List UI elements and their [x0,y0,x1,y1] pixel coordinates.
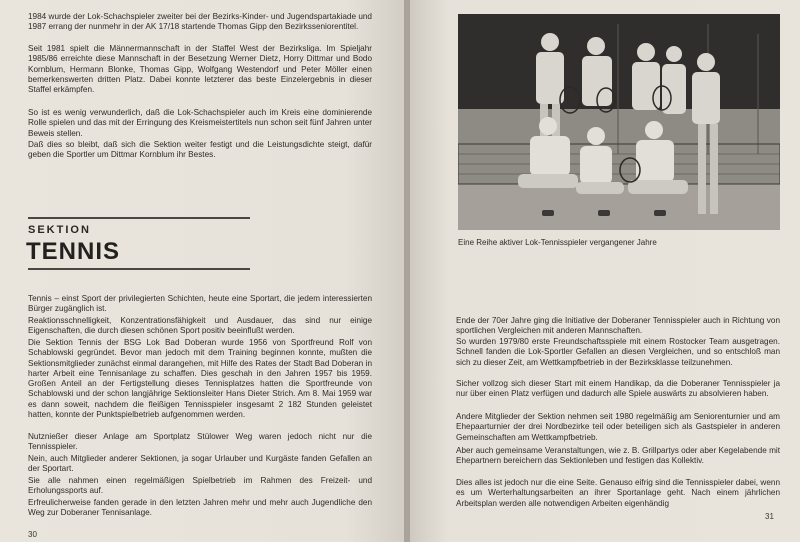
tennis-team-photo-drawing [458,14,780,230]
right-paragraph-5: Aber auch gemeinsame Veranstaltungen, wie z. B. Grillpartys oder aber Kegelabende mit Ehepartnern bereichern das Sektionleben und festigen das Kollektiv. [456,446,780,466]
intro-paragraph-1: 1984 wurde der Lok-Schachspieler zweiter bei der Bezirks-Kinder- und Jugendspartakiade und 1987 errang der nunmehr in der AK 17/18 startende Thomas Gipp den Bezirksseniorentitel. [28,12,372,32]
right-paragraph-6: Dies alles ist jedoch nur die eine Seite. Genauso eifrig sind die Tennisspieler dabei, wenn es um Werterhaltungsarbeiten an ihrer Sportanlage geht. Nach einem jährlichen Arbeitsplan werden alle notwendigen Arbeiten eigenhändig [456,478,780,508]
intro-paragraph-3: So ist es wenig verwunderlich, daß die Lok-Schachspieler auch im Kreis eine dominierende Rolle spielen und das mit der Erringung des Kreismeistertitels nun schon seit fünf Jahren unter Beweis stellen. [28,108,372,138]
section-title: TENNIS [26,238,121,265]
right-paragraph-3: Sicher vollzog sich dieser Start mit einem Handikap, da die Doberaner Tennisspieler ja nur über einen Platz verfügen und dadurch alle Spiele auswärts zu absolvieren haben. [456,379,780,399]
section-rule-bottom [28,268,250,270]
page-number-right: 31 [765,512,774,521]
body-paragraph-2: Reaktionsschnelligkeit, Konzentrationsfähigkeit und Ausdauer, das sind nur einige Eigenschaften, die durch diesen schönen Sport positiv beeinflußt werden. [28,316,372,336]
intro-paragraph-4: Daß dies so bleibt, daß sich die Sektion weiter festigt und die Leistungsdichte steigt, dafür geben die Sportler um Dittmar Kornblum ihr Bestes. [28,140,372,160]
body-paragraph-6: Sie alle nahmen einen regelmäßigen Spielbetrieb im Rahmen des Freizeit- und Erholungssports auf. [28,476,372,496]
body-paragraph-4: Nutznießer dieser Anlage am Sportplatz Stülower Weg waren jedoch nicht nur die Tennisspieler. [28,432,372,452]
page-number-left: 30 [28,530,37,539]
body-paragraph-7: Erfreulicherweise fanden gerade in den letzten Jahren mehr und mehr auch Jugendliche den Weg zur Doberaner Tennisanlage. [28,498,372,518]
right-page [410,0,800,542]
intro-paragraph-2: Seit 1981 spielt die Männermannschaft in der Staffel West der Bezirksliga. Im Spieljahr 1985/86 erreichte diese Mannschaft in der Besetzung Werner Dietz, Horry Dittmar und Bodo Kornblum, Hermann Blonke, Thomas Gipp, Wolfgang Westendorf und Peter Möller einen bemerkenswerten dritten Platz. Dabei konnte letzterer das beste Einzelergebnis in dieser Staffel erkämpfen. [28,44,372,95]
photo-caption: Eine Reihe aktiver Lok-Tennisspieler vergangener Jahre [458,238,657,247]
section-label: SEKTION [28,224,91,236]
body-paragraph-1: Tennis – einst Sport der privilegierten Schichten, heute eine Sportart, die jedem interessierten Bürger zugänglich ist. [28,294,372,314]
body-paragraph-5: Nein, auch Mitglieder anderer Sektionen, ja sogar Urlauber und Kurgäste fanden Gefallen an der Sportart. [28,454,372,474]
section-rule-top [28,217,250,219]
tennis-team-photo [458,14,780,230]
right-paragraph-1: Ende der 70er Jahre ging die Initiative der Doberaner Tennisspieler auch in Richtung von sportlichen Vergleichen mit anderen Mannschaften. [456,316,780,336]
right-paragraph-4: Andere Mitglieder der Sektion nehmen seit 1980 regelmäßig am Seniorenturnier und am Ehepaarturnier der drei Nordbezirke teil oder beteiligen sich als Gastspieler in anderen Gemeinschaften am Wettkampfbetrieb. [456,412,780,442]
body-paragraph-3: Die Sektion Tennis der BSG Lok Bad Doberan wurde 1956 von Sportfreund Rolf von Schablowski gegründet. Bevor man jedoch mit dem Training beginnen konnte, mußten die Sektionsmitglieder zunächst einmal darangehen, mit Hilfe des Rates der Stadt Bad Doberan in harter Arbeit eine Tennisanlage zu schaffen. Dies geschah in den Jahren 1957 bis 1959. Großen Anteil an der Fertigstellung dieses Tennisplatzes hatten die Sportfreunde von Schablowski und der schon langjährige Sektionsleiter Hans Dieter Strich. Am 8. Mai 1959 war es dann soweit, nachdem die fleißigen Tennisspieler insgesamt 2 182 Stunden geleistet hatten, konnte der Punktspielbetrieb aufgenommen werden. [28,338,372,420]
right-paragraph-2: So wurden 1979/80 erste Freundschaftsspiele mit einem Rostocker Team ausgetragen. Schnell fanden die Lok-Sportler Gefallen an diesen Vergleichen, und so entschloß man sich zu dieser Zeit, am Wettkampfbetrieb in der Bezirksklasse teilzunehmen. [456,337,780,367]
